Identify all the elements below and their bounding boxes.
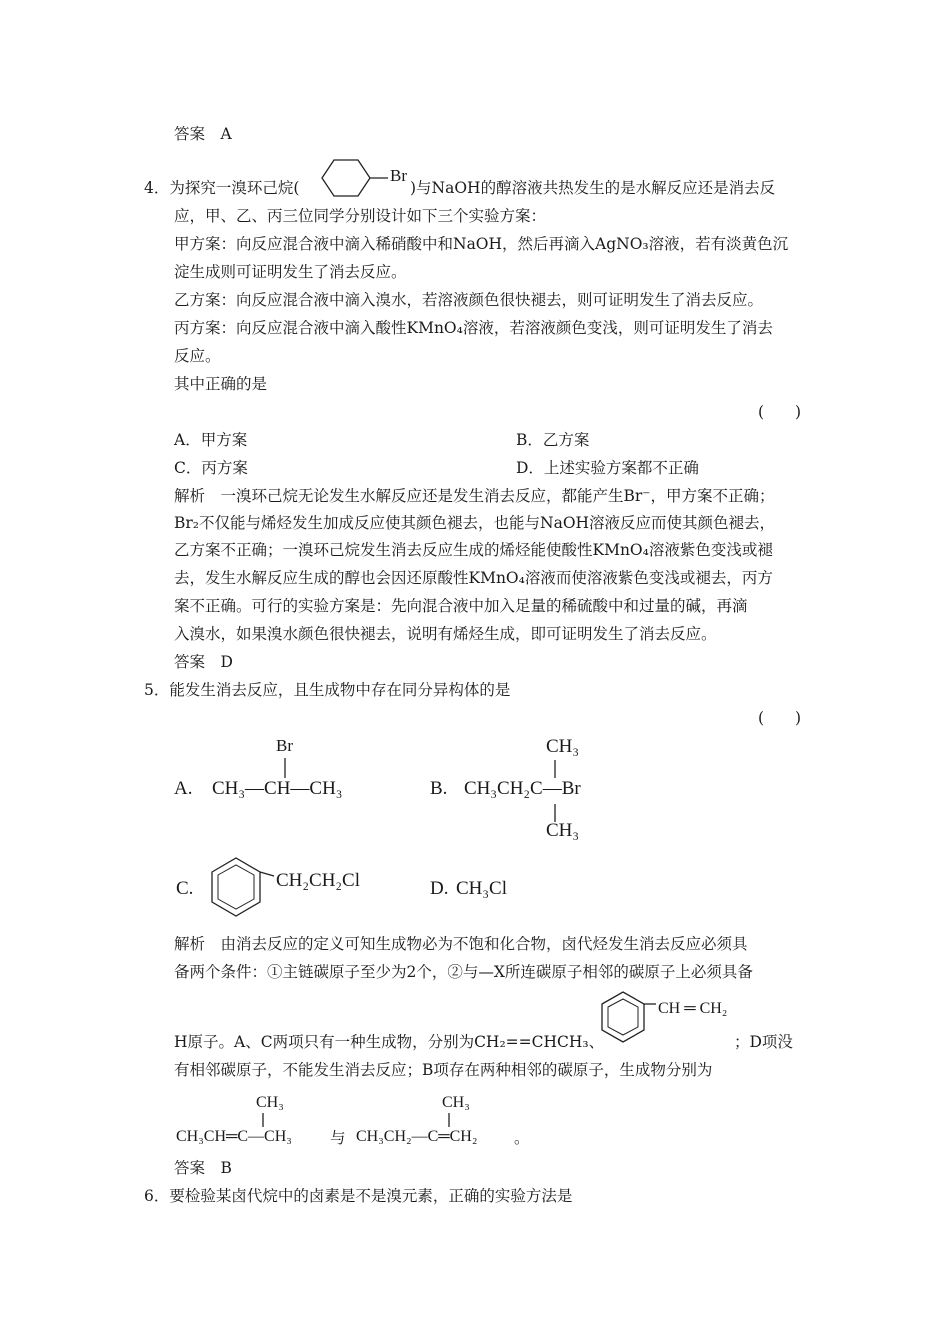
q4-option-d: D．上述实验方案都不正确 (516, 459, 699, 477)
product1-bond (262, 1113, 266, 1129)
q5-analysis-line2: 备两个条件：①主链碳原子至少为2个，②与—X所连碳原子相邻的碳原子上必须具备 (174, 963, 753, 981)
q4-option-a: A．甲方案 (174, 431, 248, 449)
bromocyclohexane-structure (322, 158, 422, 198)
q4-plan-a-line2: 淀生成则可证明发生了消去反应。 (174, 263, 407, 281)
product-conjunction: 与 (330, 1129, 346, 1147)
q5-analysis-line4: 有相邻碳原子，不能发生消去反应；B项存在两种相邻的碳原子，生成物分别为 (174, 1061, 713, 1079)
q4-analysis-line4: 去，发生水解反应生成的醇也会因还原酸性KMnO₄溶液而使溶液紫色变浅或褪去，丙方 (174, 569, 773, 587)
product2-bond (448, 1113, 452, 1129)
products-end-period: 。 (514, 1129, 530, 1147)
q4-analysis-line6: 入溴水，如果溴水颜色很快褪去，说明有烯烃生成，即可证明发生了消去反应。 (174, 625, 717, 643)
q5-option-a-label: A. (174, 778, 193, 799)
q5-option-c-benzene-ring (208, 856, 278, 922)
q5-option-b-bottom-ch3: CH₃ (546, 820, 580, 841)
q4-answer-blank: ( ) (758, 403, 802, 421)
q4-plan-a-line1: 甲方案：向反应混合液中滴入稀硝酸中和NaOH，然后再滴入AgNO₃溶液，若有淡黄色沉 (174, 235, 789, 253)
q5-option-a-formula: CH₃—CH—CH₃ (212, 778, 343, 799)
q4-stem-line2: 应，甲、乙、丙三位同学分别设计如下三个实验方案： (174, 207, 547, 225)
q4-analysis-line1: 解析 一溴环己烷无论发生水解反应还是发生消去反应，都能产生Br⁻，甲方案不正确； (174, 487, 775, 505)
q5-option-a-br: Br (276, 736, 293, 755)
q4-option-b: B．乙方案 (516, 431, 590, 449)
q5-option-b-formula: CH₃CH₂C—Br (464, 778, 581, 799)
q5-option-b-top-ch3: CH₃ (546, 736, 580, 757)
q6-stem: 6．要检验某卤代烷中的卤素是不是溴元素，正确的实验方法是 (144, 1187, 573, 1205)
q5-option-d-label: D. (430, 878, 449, 899)
answer-q4: 答案 D (174, 653, 233, 671)
q4-question: 其中正确的是 (174, 375, 268, 393)
q4-plan-c-line2: 反应。 (174, 347, 221, 365)
q4-plan-c-line1: 丙方案：向反应混合液中滴入酸性KMnO₄溶液，若溶液颜色变浅，则可证明发生了消去 (174, 319, 773, 337)
q4-stem-cont: )与NaOH的醇溶液共热发生的是水解反应还是消去反 (410, 179, 776, 197)
styrene-chain: CH ═ CH₂ (658, 1000, 728, 1017)
q5-stem: 5．能发生消去反应，且生成物中存在同分异构体的是 (144, 681, 511, 699)
product2-top-ch3: CH₃ (442, 1094, 470, 1111)
q5-option-a-bond (284, 758, 288, 780)
answer-q5: 答案 B (174, 1159, 232, 1177)
q5-analysis-line3-end: ；D项没 (734, 1033, 793, 1051)
q5-analysis-line3: H原子。A、C两项只有一种生成物，分别为CH₂==CHCH₃、 (174, 1033, 605, 1051)
product1-top-ch3: CH₃ (256, 1094, 284, 1111)
answer-q3: 答案 A (174, 125, 232, 143)
q5-option-c-chain: CH₂CH₂Cl (276, 870, 360, 891)
q4-analysis-line2: Br₂不仅能与烯烃发生加成反应使其颜色褪去，也能与NaOH溶液反应而使其颜色褪去， (174, 514, 776, 532)
q4-ring-br-label: Br (390, 166, 407, 185)
q5-option-c-label: C. (176, 878, 194, 899)
q4-analysis-line5: 案不正确。可行的实验方案是：先向混合液中加入足量的稀硫酸中和过量的碱，再滴 (174, 597, 748, 615)
q4-option-c: C．丙方案 (174, 459, 248, 477)
q5-analysis-line1: 解析 由消去反应的定义可知生成物必为不饱和化合物，卤代烃发生消去反应必须具 (174, 935, 748, 953)
q5-option-b-label: B. (430, 778, 448, 799)
q5-option-d-formula: CH₃Cl (456, 878, 507, 899)
q5-answer-blank: ( ) (758, 709, 802, 727)
q4-analysis-line3: 乙方案不正确；一溴环己烷发生消去反应生成的烯烃能使酸性KMnO₄溶液紫色变浅或褪 (174, 541, 773, 559)
product1-formula: CH₃CH═C—CH₃ (176, 1128, 292, 1145)
q4-stem-start: 4．为探究一溴环己烷( (144, 179, 300, 197)
styrene-benzene-ring (598, 990, 658, 1048)
q4-plan-b: 乙方案：向反应混合液中滴入溴水，若溶液颜色很快褪去，则可证明发生了消去反应。 (174, 291, 764, 309)
product2-formula: CH₃CH₂—C═CH₂ (356, 1128, 478, 1145)
